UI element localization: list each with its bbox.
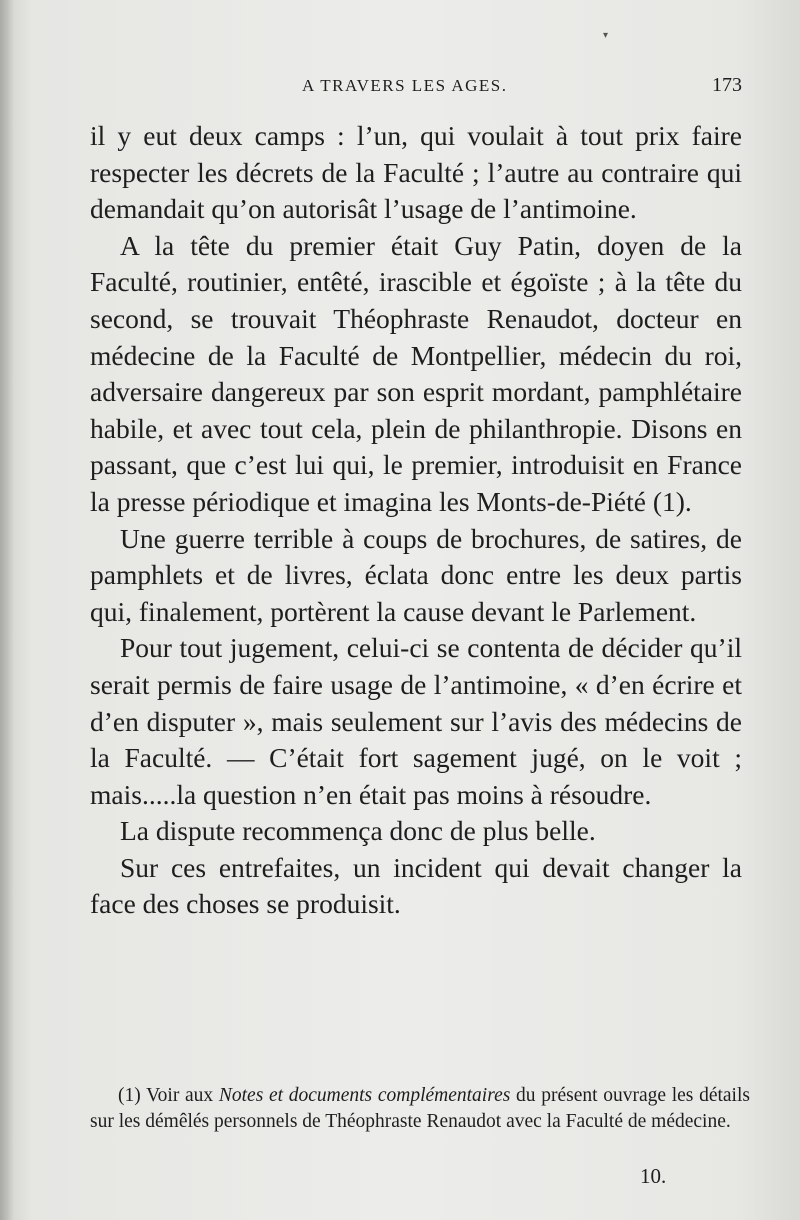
- footnote-suffix: du présent ouvrage les détails sur les démêlés personnels de Théophraste Renaudot avec la Faculté de médecine.: [90, 1085, 750, 1132]
- paragraph: La dispute recommença donc de plus belle.: [120, 815, 596, 847]
- footnote-italic: Notes et documents complémentaires: [218, 1085, 511, 1106]
- footnote: [90, 1083, 750, 1134]
- page-header: [92, 72, 742, 102]
- running-title: A TRAVERS LES AGES.: [302, 76, 508, 95]
- page-edge-shadow: [0, 0, 14, 1220]
- main-text: [90, 118, 742, 923]
- paragraph: il y eut deux camps : l’un, qui voulait à tout prix faire respecter les décrets de la Faculté ; l’autre au contraire qui demandait qu’on autorisât l’usage de l’antimoine.: [90, 120, 742, 225]
- footnote-prefix: (1) Voir aux: [118, 1085, 219, 1106]
- footnote-text: [90, 1083, 750, 1134]
- paragraph: Sur ces entrefaites, un incident qui devait changer la face des choses se produisit.: [90, 851, 742, 920]
- page-number: 173: [712, 74, 742, 96]
- paragraph: A la tête du premier était Guy Patin, doyen de la Faculté, routinier, entêté, irascible et égoïste ; à la tête du second, se trouvait Théophraste Renaudot, docteur en médecine de la Faculté de Montpellier, médecin du roi, adversaire dangereux par son esprit mordant, pamphlétaire habile, et avec tout cela, plein de philanthropie. Disons en passant, que c’est lui qui, le premier, introduisit en France la presse périodique et imagina les Monts-de-Piété (1).: [90, 229, 742, 517]
- paragraph: Pour tout jugement, celui-ci se contenta de décider qu’il serait permis de faire usage de l’antimoine, « d’en écrire et d’en disputer », mais seulement sur l’avis des médecins de la Faculté. — C’était fort sagement jugé, on le voit ; mais.....la question n’en était pas moins à résoudre.: [90, 632, 742, 810]
- signature-mark: 10.: [640, 1164, 667, 1188]
- print-speck: ▾: [603, 30, 609, 41]
- paragraph: Une guerre terrible à coups de brochures, de satires, de pamphlets et de livres, éclata donc entre les deux partis qui, finalement, portèrent la cause devant le Parlement.: [90, 522, 742, 627]
